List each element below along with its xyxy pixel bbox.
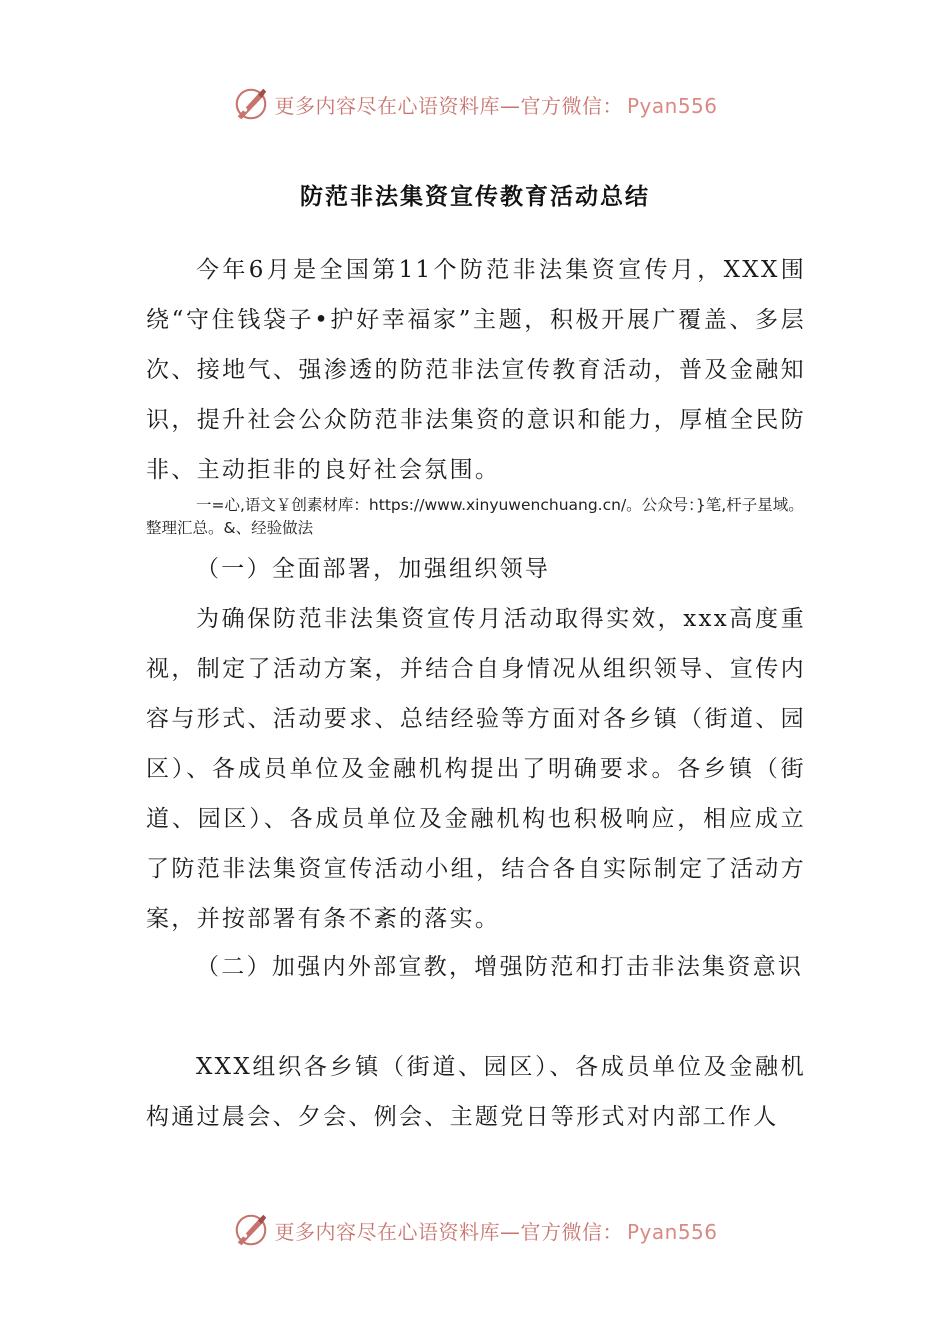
document-title: 防范非法集资宣传教育活动总结 <box>300 184 650 210</box>
section2-heading: （二）加强内外部宣教，增强防范和打击非法集资意识 <box>196 954 804 980</box>
header-banner <box>0 82 950 126</box>
section1-heading: （一）全面部署，加强组织领导 <box>196 556 551 582</box>
pen-logo-icon <box>232 85 270 123</box>
section1-paragraph: 为确保防范非法集资宣传月活动取得实效，xxx高度重视，制定了活动方案，并结合自身情况从组织领导、宣传内容与形式、活动要求、总结经验等方面对各乡镇（街道、园区）、各成员单位及金融机构提出了明确要求。各乡镇（街道、园区）、各成员单位及金融机构也积极响应，相应成立了防范非法集资宣传活动小组，结合各自实际制定了活动方案，并按部署有条不紊的落实。 <box>146 606 806 932</box>
source-note-line: 一=心,语文￥创素材库：https://www.xinyuwenchuang.cn/。公众号：}笔,杆子星域。整理汇总。&、经验做法 <box>146 496 804 537</box>
footer-banner-text: 更多内容尽在心语资料库—官方微信： Pyan556 <box>274 1219 718 1244</box>
section2-paragraph: XXX组织各乡镇（街道、园区）、各成员单位及金融机构通过晨会、夕会、例会、主题党日等形式对内部工作人 <box>146 1054 806 1130</box>
pen-logo-icon <box>232 1211 270 1249</box>
header-banner-text: 更多内容尽在心语资料库—官方微信： Pyan556 <box>274 93 718 118</box>
footer-banner <box>0 1208 950 1252</box>
footer-wechat-handle: Pyan556 <box>626 1219 718 1244</box>
header-wechat-handle: Pyan556 <box>626 93 718 118</box>
intro-paragraph: 今年6月是全国第11个防范非法集资宣传月，XXX围绕“守住钱袋子•护好幸福家”主题，积极开展广覆盖、多层次、接地气、强渗透的防范非法宣传教育活动，普及金融知识，提升社会公众防范非法集资的意识和能力，厚植全民防非、主动拒非的良好社会氛围。 <box>146 257 806 483</box>
